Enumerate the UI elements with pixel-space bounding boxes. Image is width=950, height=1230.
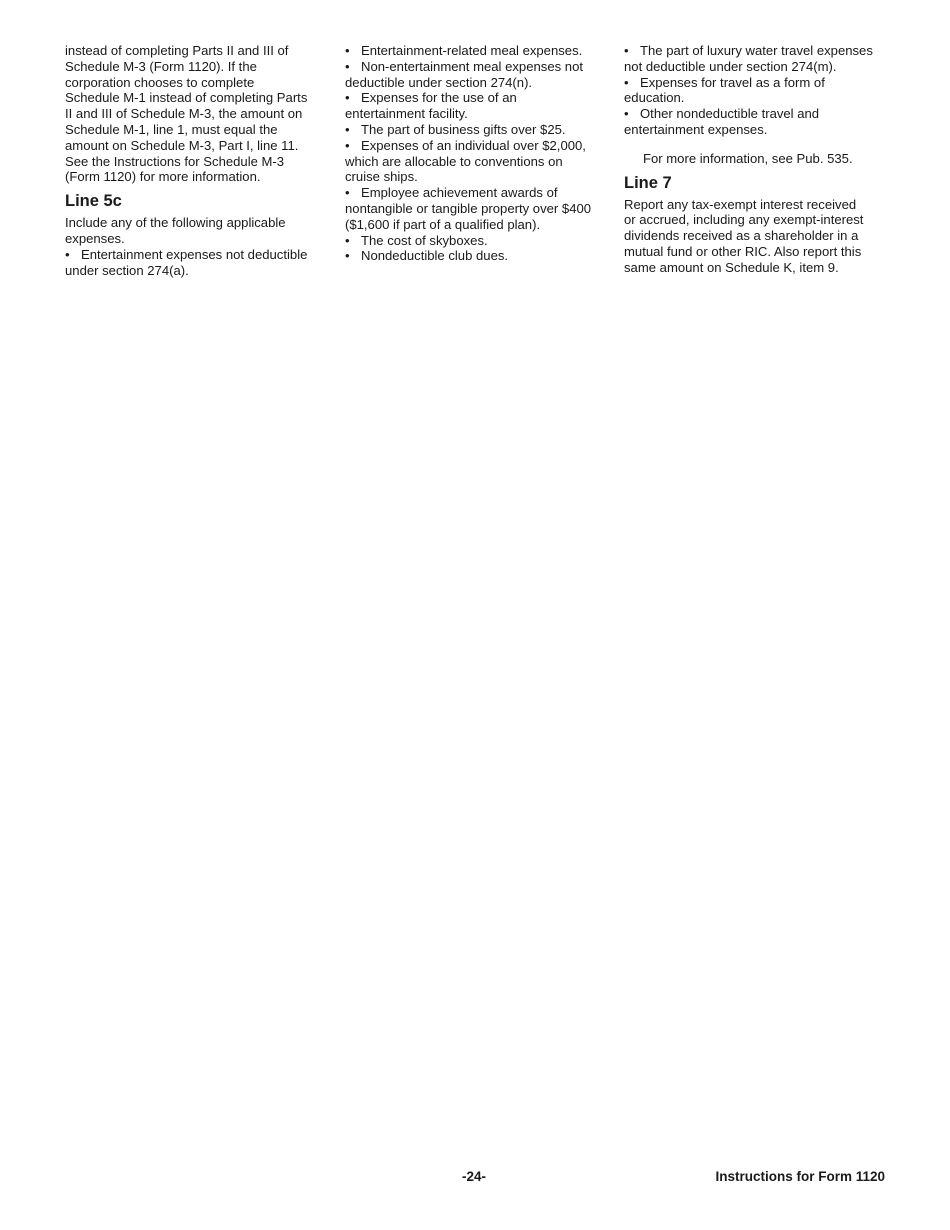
continuation-paragraph bbox=[65, 43, 327, 185]
bullet-item bbox=[345, 122, 607, 138]
text-line: entertainment expenses. bbox=[624, 121, 768, 137]
text-line: amount on Schedule M-3, Part I, line 11. bbox=[65, 137, 299, 153]
text-line: instead of completing Parts II and III of bbox=[65, 43, 289, 58]
text-line: Schedule M-1 instead of completing Parts bbox=[65, 90, 308, 106]
bullet-item bbox=[345, 185, 607, 232]
bullet-icon: • bbox=[345, 58, 350, 74]
page-number: -24- bbox=[462, 1169, 487, 1184]
column-2 bbox=[345, 43, 607, 264]
bullet-icon: • bbox=[624, 43, 629, 58]
text-line: entertainment facility. bbox=[345, 106, 468, 122]
text-line: Schedule M-3 (Form 1120). If the bbox=[65, 58, 257, 74]
text-line: ($1,600 if part of a qualified plan). bbox=[345, 216, 541, 232]
bullet-item bbox=[624, 75, 889, 107]
text-line: • Non-entertainment meal expenses not bbox=[345, 58, 583, 74]
text-line: • Entertainment-related meal expenses. bbox=[345, 43, 583, 58]
text-line: • Expenses of an individual over $2,000, bbox=[345, 137, 586, 153]
text-line: deductible under section 274(n). bbox=[345, 74, 533, 90]
text-line: same amount on Schedule K, item 9. bbox=[624, 259, 839, 275]
text-line: not deductible under section 274(m). bbox=[624, 58, 837, 74]
bullet-item bbox=[345, 43, 607, 59]
bullet-icon: • bbox=[624, 106, 629, 122]
bullet-item bbox=[624, 106, 889, 138]
bullet-item bbox=[65, 247, 327, 279]
column-1 bbox=[65, 43, 327, 278]
text-line: under section 274(a). bbox=[65, 262, 189, 278]
text-line: Include any of the following applicable bbox=[65, 215, 286, 231]
text-line: • Expenses for travel as a form of bbox=[624, 74, 825, 90]
bullet-icon: • bbox=[345, 232, 350, 248]
text-line: • Entertainment expenses not deductible bbox=[65, 246, 308, 262]
text-line: Schedule M-1, line 1, must equal the bbox=[65, 121, 278, 137]
text-line: corporation chooses to complete bbox=[65, 74, 255, 90]
text-line: II and III of Schedule M-3, the amount on bbox=[65, 106, 303, 122]
bullet-icon: • bbox=[345, 248, 350, 264]
text-line: (Form 1120) for more information. bbox=[65, 169, 261, 185]
section-heading-line-5c: Line 5c bbox=[65, 192, 122, 211]
text-line: Report any tax-exempt interest received bbox=[624, 196, 857, 212]
more-info-note: For more information, see Pub. 535. bbox=[643, 150, 853, 166]
text-line: or accrued, including any exempt-interest bbox=[624, 212, 864, 228]
bullet-item bbox=[345, 138, 607, 185]
text-line: • Nondeductible club dues. bbox=[345, 248, 509, 264]
bullet-item bbox=[345, 233, 607, 249]
bullet-icon: • bbox=[345, 137, 350, 153]
bullet-icon: • bbox=[345, 90, 350, 106]
text-line: dividends received as a shareholder in a bbox=[624, 228, 859, 244]
column-3 bbox=[624, 43, 889, 276]
bullet-icon: • bbox=[65, 246, 70, 262]
text-line: nontangible or tangible property over $400 bbox=[345, 200, 592, 216]
bullet-item bbox=[624, 43, 889, 75]
text-line: • Other nondeductible travel and bbox=[624, 106, 820, 122]
text-line: • Employee achievement awards of bbox=[345, 185, 558, 201]
bullet-item bbox=[345, 59, 607, 91]
bullet-item bbox=[345, 90, 607, 122]
text-line: • The part of luxury water travel expenses bbox=[624, 43, 873, 58]
text-line: which are allocable to conventions on bbox=[345, 153, 563, 169]
bullet-icon: • bbox=[624, 74, 629, 90]
text-line: • Expenses for the use of an bbox=[345, 90, 517, 106]
document-title: Instructions for Form 1120 bbox=[715, 1169, 885, 1184]
bullet-item bbox=[345, 248, 607, 264]
text-line: mutual fund or other RIC. Also report this bbox=[624, 243, 862, 259]
text-line: • The cost of skyboxes. bbox=[345, 232, 488, 248]
bullet-icon: • bbox=[345, 185, 350, 201]
section-heading-line-7: Line 7 bbox=[624, 173, 672, 192]
intro-paragraph bbox=[65, 215, 327, 247]
text-line: expenses. bbox=[65, 230, 125, 246]
text-line: • The part of business gifts over $25. bbox=[345, 121, 566, 137]
text-line: education. bbox=[624, 90, 685, 106]
text-line: See the Instructions for Schedule M-3 bbox=[65, 153, 285, 169]
text-line: cruise ships. bbox=[345, 169, 418, 185]
bullet-icon: • bbox=[345, 43, 350, 58]
line-7-paragraph bbox=[624, 197, 889, 276]
bullet-icon: • bbox=[345, 121, 350, 137]
